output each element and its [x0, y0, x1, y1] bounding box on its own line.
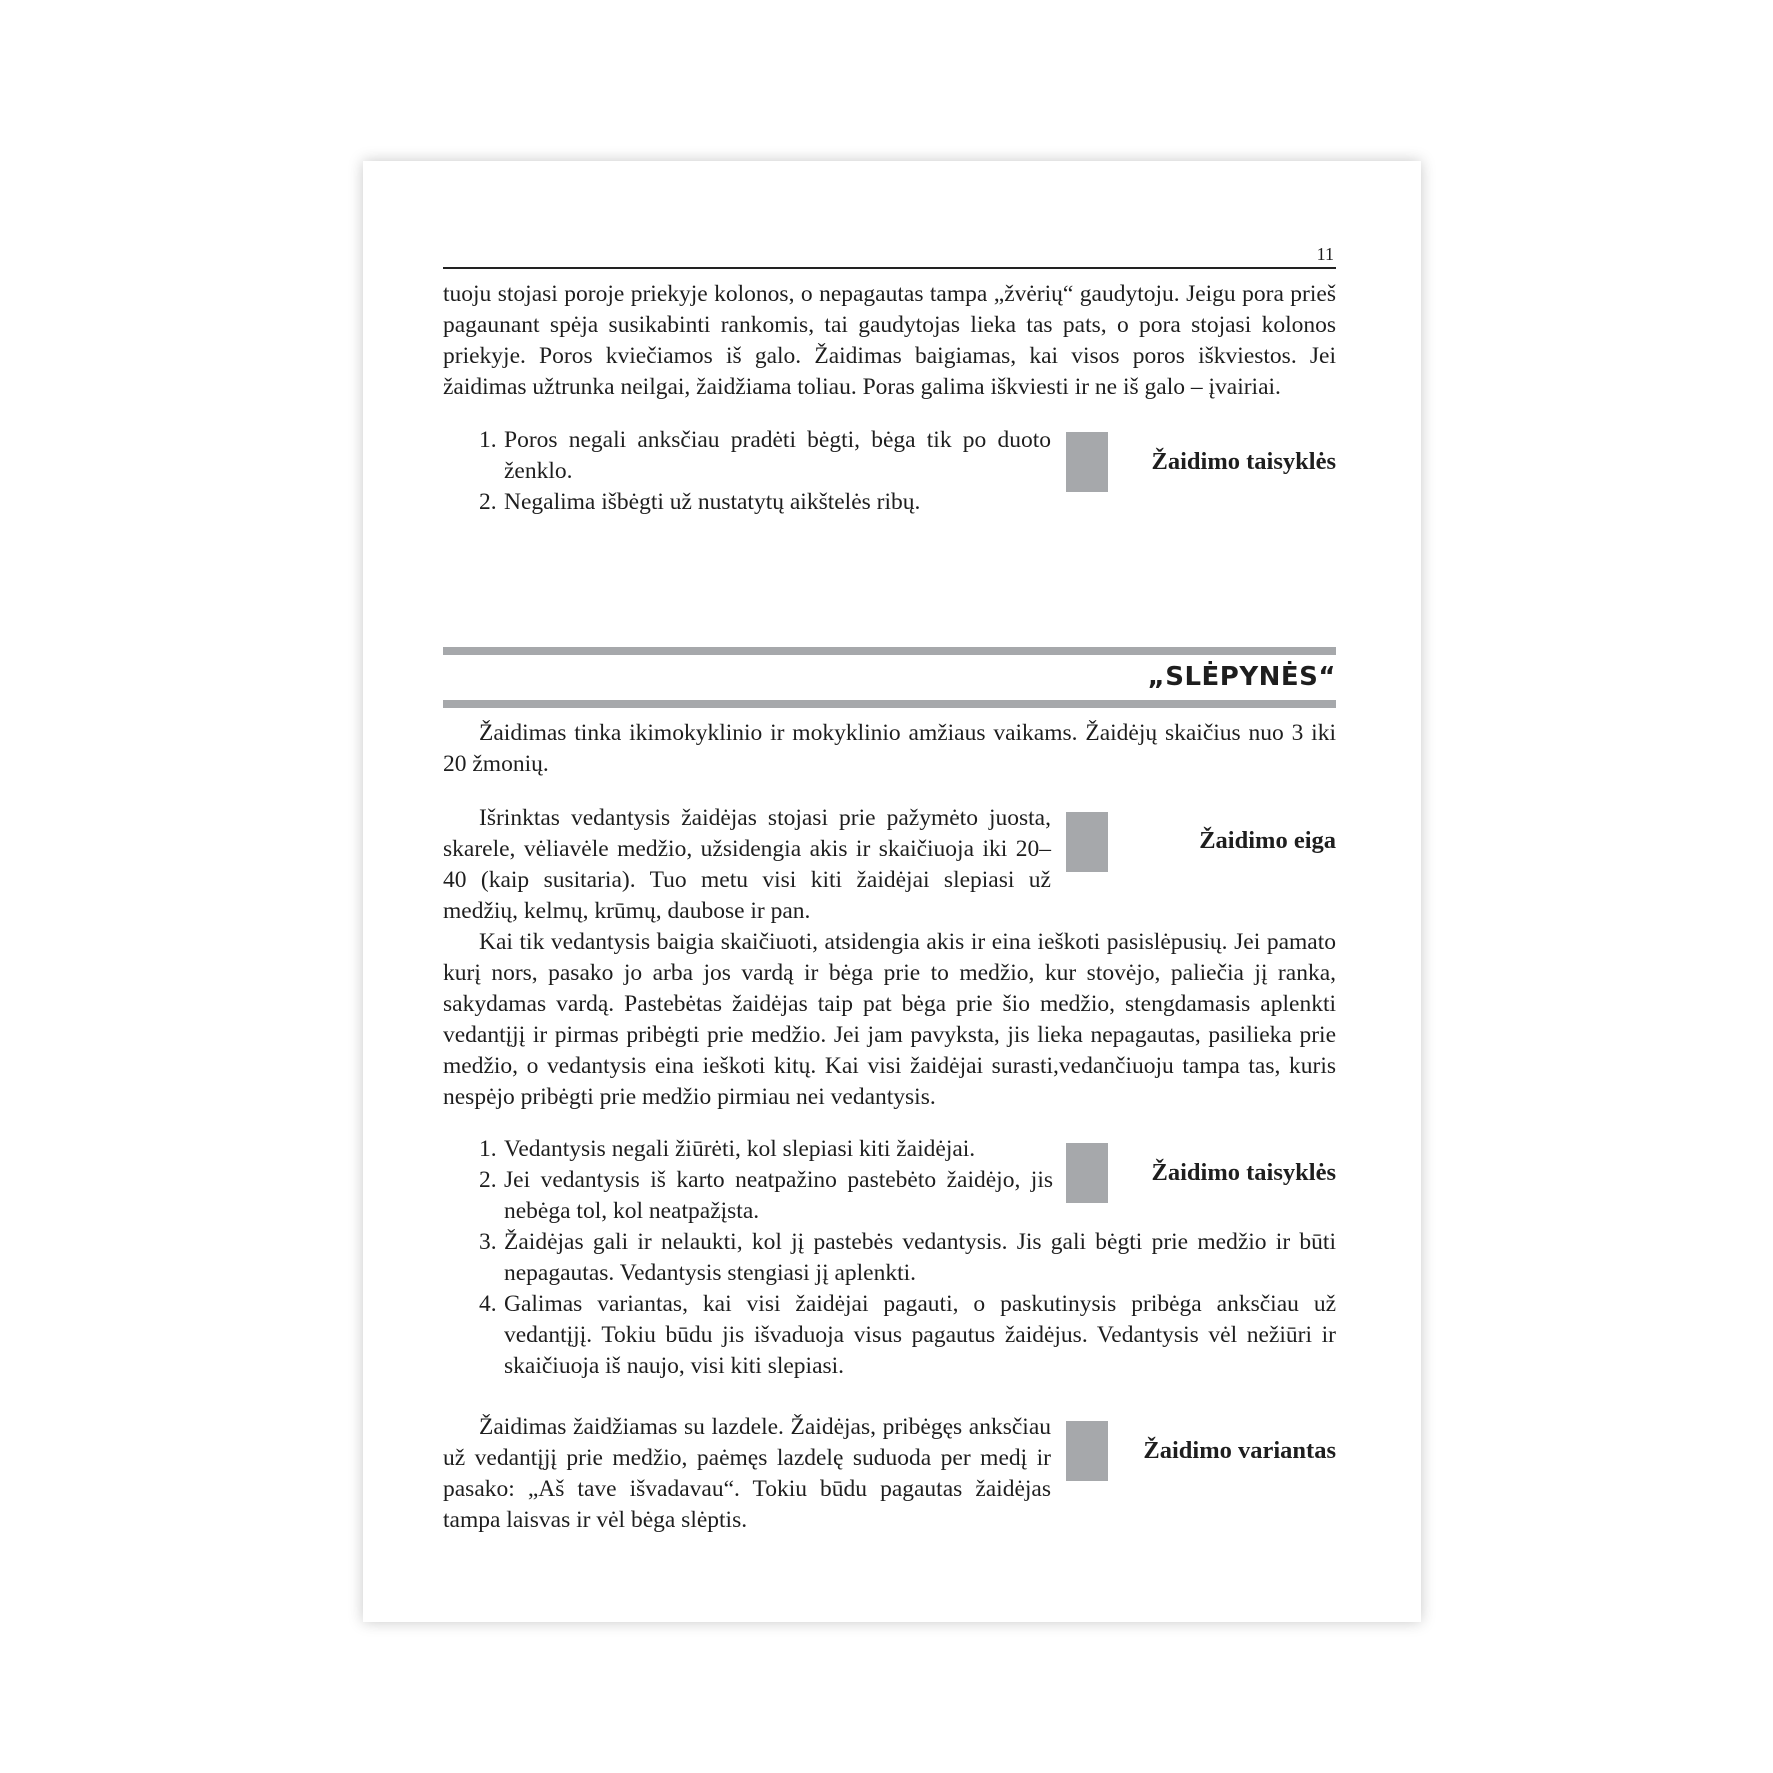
rule-number: 3.	[479, 1229, 497, 1255]
rule-text: Galimas variantas, kai visi žaidėjai pagauti, o paskutinysis pribėga anksčiau už vedantįjį. Tokiu būdu jis išvaduoja visus pagautus žaidėjus. Vedantysis vėl nežiūri ir skaičiuoja iš naujo, visi kiti slepiasi.	[504, 1291, 1336, 1379]
game-flow-paragraph-2: Kai tik vedantysis baigia skaičiuoti, atsidengia akis ir eina ieškoti pasislėpusių. Jei pamato kurį nors, pasako jo arba jos vardą ir bėga prie to medžio, kur stovėjo, paliečia jį ranka, sakydamas vardą. Pastebėtas žaidėjas taip pat bėga prie šio medžio, stengdamasis aplenkti vedantįjį ir pirmas pribėgti prie medžio. Jei jam pavyksta, jis lieka nepagautas, pasilieka prie medžio, o vedantysis eina ieškoti kitų. Kai visi žaidėjai surasti,vedančiuoju tampa tas, kuris nespėjo pribėgti prie medžio pirmiau nei vedantysis.	[443, 929, 1336, 1110]
side-marker	[1066, 812, 1108, 872]
section-band-bottom	[443, 700, 1336, 708]
rules-label-2: Žaidimo taisyklės	[1151, 1159, 1336, 1186]
rule-text: Poros negali anksčiau pradėti bėgti, bėga tik po duoto ženklo.	[504, 427, 1051, 484]
rules-list-2a	[443, 1134, 1053, 1227]
rule-item	[443, 1165, 1053, 1227]
rule-number: 1.	[479, 427, 497, 453]
rule-number: 1.	[479, 1136, 497, 1162]
rule-text: Žaidėjas gali ir nelaukti, kol jį pastebės vedantysis. Jis gali bėgti prie medžio ir būti nepagautas. Vedantysis stengiasi jį aplenkti.	[504, 1229, 1336, 1286]
rule-item	[443, 1134, 1053, 1165]
side-marker	[1066, 1421, 1108, 1481]
variant-paragraph: Žaidimas žaidžiamas su lazdele. Žaidėjas, pribėgęs anksčiau už vedantįjį prie medžio, paėmęs lazdelę suduoda per medį ir pasako: „Aš tave išvadavau“. Tokiu būdu pagautas žaidėjas tampa laisvas ir vėl bėga slėptis.	[443, 1414, 1051, 1533]
rules-list-2b	[443, 1227, 1336, 1382]
rule-item	[443, 425, 1051, 487]
rule-text: Vedantysis negali žiūrėti, kol slepiasi kiti žaidėjai.	[504, 1136, 976, 1162]
side-marker	[1066, 1143, 1108, 1203]
rules-label-1: Žaidimo taisyklės	[1151, 448, 1336, 475]
section-band-top	[443, 647, 1336, 655]
rule-item	[443, 1227, 1336, 1289]
rule-item	[443, 1289, 1336, 1382]
rule-item	[443, 487, 1051, 518]
game-flow-paragraph-1: Išrinktas vedantysis žaidėjas stojasi prie pažymėto juosta, skarele, vėliavėle medžio, užsidengia akis ir skaičiuoja iki 20–40 (kaip susitaria). Tuo metu visi kiti žaidėjai slepiasi už medžių, kelmų, krūmų, daubose ir pan.	[443, 805, 1051, 924]
rule-text: Jei vedantysis iš karto neatpažino pastebėto žaidėjo, jis nebėga tol, kol neatpažįsta.	[504, 1167, 1053, 1224]
intro-paragraph: tuoju stojasi poroje priekyje kolonos, o nepagautas tampa „žvėrių“ gaudytoju. Jeigu pora prieš pagaunant spėja susikabinti rankomis, tai gaudytojas lieka tas pats, o pora stojasi kolonos priekyje. Poros kviečiamos iš galo. Žaidimas baigiamas, kai visos poros iškviestos. Jei žaidimas užtrunka neilgai, žaidžiama toliau. Poras galima iškviesti ir ne iš galo – įvairiai.	[443, 281, 1336, 400]
header-rule	[443, 267, 1336, 269]
rule-text: Negalima išbėgti už nustatytų aikštelės ribų.	[504, 489, 921, 515]
rule-number: 2.	[479, 489, 497, 515]
page-number: 11	[1316, 244, 1334, 264]
game-flow-label: Žaidimo eiga	[1199, 827, 1336, 854]
rules-list-1	[443, 425, 1051, 518]
rule-number: 4.	[479, 1291, 497, 1317]
rule-number: 2.	[479, 1167, 497, 1193]
section-intro: Žaidimas tinka ikimokyklinio ir mokyklinio amžiaus vaikams. Žaidėjų skaičius nuo 3 iki 20 žmonių.	[443, 720, 1336, 777]
section-title: „SLĖPYNĖS“	[1147, 662, 1336, 692]
side-marker	[1066, 432, 1108, 492]
variant-label: Žaidimo variantas	[1143, 1437, 1336, 1464]
